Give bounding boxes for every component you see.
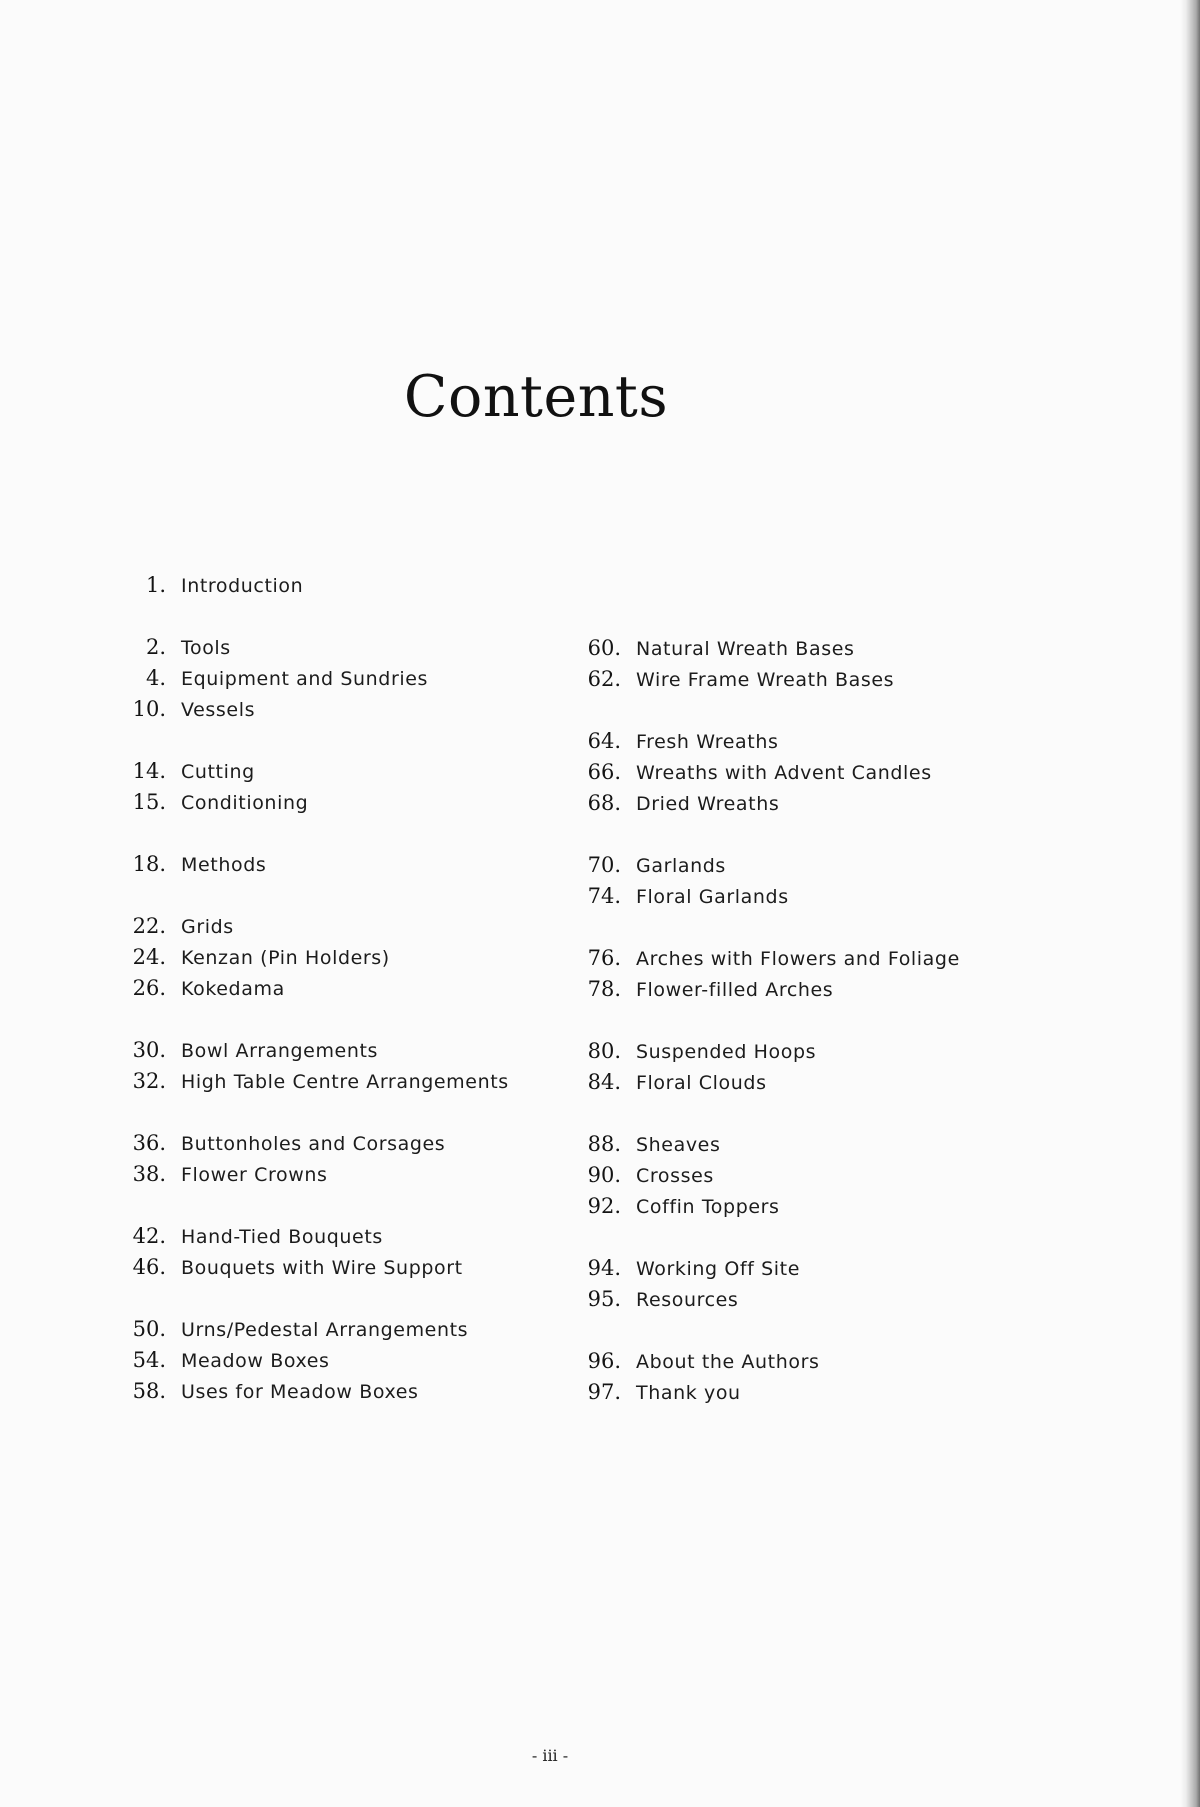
toc-entry-title: Kenzan (Pin Holders) — [181, 947, 390, 969]
toc-page-number: 76. — [587, 946, 621, 970]
toc-entry-title: Urns/Pedestal Arrangements — [181, 1319, 469, 1341]
toc-page-number: 30. — [132, 1038, 166, 1062]
toc-page-number: 95. — [587, 1287, 621, 1311]
toc-page-number: 96. — [587, 1349, 621, 1373]
toc-page-number: 54. — [132, 1348, 166, 1372]
toc-page-number: 10. — [132, 697, 166, 721]
toc-page-number: 78. — [587, 977, 621, 1001]
toc-entry-title: Wreaths with Advent Candles — [636, 762, 932, 784]
toc-page-number: 50. — [132, 1317, 166, 1341]
toc-page-number: 70. — [587, 853, 621, 877]
toc-page-number: 66. — [587, 760, 621, 784]
toc-page-number: 32. — [132, 1069, 166, 1093]
toc-page-number: 4. — [145, 666, 166, 690]
toc-page-number: 2. — [145, 635, 166, 659]
toc-page-number: 90. — [587, 1163, 621, 1187]
toc-entry-title: Introduction — [181, 575, 304, 597]
toc-page-number: 92. — [587, 1194, 621, 1218]
toc-entry-title: Sheaves — [636, 1134, 721, 1156]
toc-entry-title: Kokedama — [181, 978, 285, 1000]
toc-entry-title: Cutting — [181, 761, 255, 783]
toc-page-number: 46. — [132, 1255, 166, 1279]
toc-page-number: 18. — [132, 852, 166, 876]
toc-entry-title: Bouquets with Wire Support — [181, 1257, 463, 1279]
toc-page-number: 58. — [132, 1379, 166, 1403]
toc-entry-title: Coffin Toppers — [636, 1196, 780, 1218]
toc-entry-title: About the Authors — [636, 1351, 820, 1373]
toc-page-number: 97. — [587, 1380, 621, 1404]
toc-entry-title: Vessels — [181, 699, 256, 721]
toc-entry-title: Flower-filled Arches — [636, 979, 834, 1001]
toc-entry-title: Wire Frame Wreath Bases — [636, 669, 895, 691]
toc-entry-title: Floral Garlands — [636, 886, 789, 908]
toc-page-number: 64. — [587, 729, 621, 753]
toc-entry-title: Thank you — [636, 1382, 741, 1404]
toc-entry-title: Equipment and Sundries — [181, 668, 429, 690]
toc-entry-title: Bowl Arrangements — [181, 1040, 379, 1062]
page-number-folio: - iii - — [531, 1746, 569, 1765]
toc-page-number: 68. — [587, 791, 621, 815]
toc-page-number: 42. — [132, 1224, 166, 1248]
toc-page-number: 80. — [587, 1039, 621, 1063]
toc-page-number: 15. — [132, 790, 166, 814]
toc-page-number: 38. — [132, 1162, 166, 1186]
toc-page-number: 84. — [587, 1070, 621, 1094]
toc-entry-title: Grids — [181, 916, 234, 938]
toc-page-number: 22. — [132, 914, 166, 938]
toc-page-number: 74. — [587, 884, 621, 908]
toc-entry-title: Floral Clouds — [636, 1072, 767, 1094]
toc-entry-title: Suspended Hoops — [636, 1041, 817, 1063]
toc-entry-title: Garlands — [636, 855, 726, 877]
toc-page-number: 24. — [132, 945, 166, 969]
toc-page-number: 94. — [587, 1256, 621, 1280]
toc-entry-title: Natural Wreath Bases — [636, 638, 855, 660]
toc-entry-title: Fresh Wreaths — [636, 731, 779, 753]
toc-entry-title: Uses for Meadow Boxes — [181, 1381, 419, 1403]
toc-page-number: 62. — [587, 667, 621, 691]
toc-page-number: 1. — [145, 573, 166, 597]
toc-entry-title: Arches with Flowers and Foliage — [636, 948, 960, 970]
toc-entry-title: Flower Crowns — [181, 1164, 328, 1186]
toc-entry-title: Conditioning — [181, 792, 309, 814]
page-title: Contents — [403, 364, 669, 430]
toc-entry-title: Hand-Tied Bouquets — [181, 1226, 383, 1248]
toc-page-number: 36. — [132, 1131, 166, 1155]
toc-entry-title: High Table Centre Arrangements — [181, 1071, 509, 1093]
page-edge-shadow — [1180, 0, 1200, 1807]
toc-entry-title: Crosses — [636, 1165, 714, 1187]
toc-page-number: 60. — [587, 636, 621, 660]
toc-entry-title: Dried Wreaths — [636, 793, 780, 815]
toc-page-number: 88. — [587, 1132, 621, 1156]
toc-entry-title: Methods — [181, 854, 267, 876]
toc-entry-title: Meadow Boxes — [181, 1350, 330, 1372]
toc-entry-title: Buttonholes and Corsages — [181, 1133, 446, 1155]
toc-page-number: 26. — [132, 976, 166, 1000]
toc-entry-title: Working Off Site — [636, 1258, 800, 1280]
toc-entry-title: Tools — [181, 637, 231, 659]
toc-page-number: 14. — [132, 759, 166, 783]
toc-entry-title: Resources — [636, 1289, 739, 1311]
